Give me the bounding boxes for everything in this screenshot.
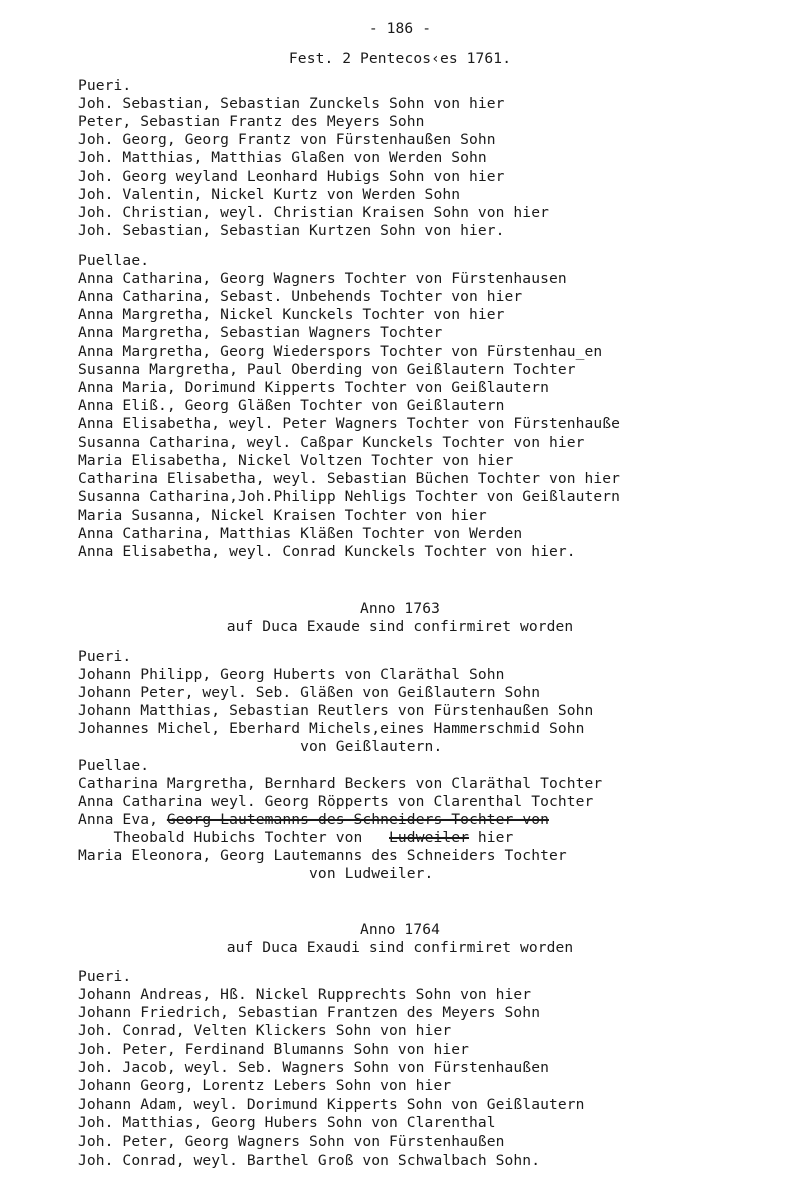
entry-line: Johannes Michel, Eberhard Michels,eines Hammerschmid Sohn — [78, 720, 585, 737]
entry-line: Joh. Matthias, Matthias Glaßen von Werden Sohn — [78, 149, 487, 166]
entry-line: Anna Eliß., Georg Gläßen Tochter von Geißlautern — [78, 397, 505, 414]
entry-line: Anna Margretha, Sebastian Wagners Tochter — [78, 324, 443, 341]
entry-line: Catharina Margretha, Bernhard Beckers von Claräthal Tochter — [78, 775, 603, 792]
pueri-heading: Pueri. — [78, 77, 132, 94]
entry-line: Joh. Valentin, Nickel Kurtz von Werden Sohn — [78, 186, 461, 203]
entry-line: Johann Matthias, Sebastian Reutlers von Fürstenhaußen Sohn — [78, 702, 594, 719]
entry-line: Anna Elisabetha, weyl. Conrad Kunckels Tochter von hier. — [78, 543, 576, 560]
entry-line: Anna Elisabetha, weyl. Peter Wagners Tochter von Fürstenhauße — [78, 415, 621, 432]
entry-line-corrected — [78, 829, 513, 847]
entry-line: Susanna Margretha, Paul Oberding von Geißlautern Tochter — [78, 361, 576, 378]
page-number: - 186 - — [368, 20, 432, 37]
entry-line: Catharina Elisabetha, weyl. Sebastian Büchen Tochter von hier — [78, 470, 621, 487]
entry-line: Joh. Matthias, Georg Hubers Sohn von Clarenthal — [78, 1114, 496, 1131]
section-subtitle: auf Duca Exaude sind confirmiret worden — [226, 618, 574, 635]
entry-line: Susanna Catharina, weyl. Caßpar Kunckels Tochter von hier — [78, 434, 585, 451]
entry-line: Joh. Conrad, weyl. Barthel Groß von Schwalbach Sohn. — [78, 1152, 541, 1169]
entry-line: Johann Philipp, Georg Huberts von Claräthal Sohn — [78, 666, 505, 683]
entry-line: Johann Andreas, Hß. Nickel Rupprechts Sohn von hier — [78, 986, 532, 1003]
entry-line: Anna Catharina, Georg Wagners Tochter von Fürstenhausen — [78, 270, 567, 287]
entry-line: Joh. Georg weyland Leonhard Hubigs Sohn von hier — [78, 168, 505, 185]
entry-line: Joh. Peter, Ferdinand Blumanns Sohn von hier — [78, 1041, 469, 1058]
section-title: Fest. 2 Pentecos‹es 1761. — [288, 50, 512, 67]
puellae-heading: Puellae. — [78, 252, 150, 269]
entry-line: Joh. Conrad, Velten Klickers Sohn von hier — [78, 1022, 452, 1039]
section-subtitle: auf Duca Exaudi sind confirmiret worden — [226, 939, 574, 956]
entry-line: Johann Friedrich, Sebastian Frantzen des Meyers Sohn — [78, 1004, 541, 1021]
entry-line: Anna Catharina, Matthias Kläßen Tochter von Werden — [78, 525, 523, 542]
entry-line: Maria Elisabetha, Nickel Voltzen Tochter von hier — [78, 452, 514, 469]
pueri-heading: Pueri. — [78, 968, 132, 985]
correction-text: Theobald Hubichs Tochter von — [78, 829, 390, 846]
entry-line: Joh. Peter, Georg Wagners Sohn von Fürstenhaußen — [78, 1133, 505, 1150]
entry-line: Peter, Sebastian Frantz des Meyers Sohn — [78, 113, 425, 130]
section-year: Anno 1763 — [360, 600, 440, 617]
entry-line: Anna Maria, Dorimund Kipperts Tochter von Geißlautern — [78, 379, 549, 396]
pueri-heading: Pueri. — [78, 648, 132, 665]
entry-line: Johann Peter, weyl. Seb. Gläßen von Geißlautern Sohn — [78, 684, 541, 701]
puellae-heading: Puellae. — [78, 757, 150, 774]
entry-line: Johann Georg, Lorentz Lebers Sohn von hier — [78, 1077, 452, 1094]
entry-line: Anna Margretha, Nickel Kunckels Tochter von hier — [78, 306, 505, 323]
struck-text: Georg Lautemanns des Schneiders Tochter von — [166, 811, 549, 828]
entry-line: Johann Adam, weyl. Dorimund Kipperts Sohn von Geißlautern — [78, 1096, 585, 1113]
struck-text: Ludweiler — [389, 829, 470, 846]
entry-line: Maria Eleonora, Georg Lautemanns des Schneiders Tochter — [78, 847, 567, 864]
entry-line: Joh. Christian, weyl. Christian Kraisen Sohn von hier — [78, 204, 549, 221]
entry-line: Anna Catharina weyl. Georg Röpperts von Clarenthal Tochter — [78, 793, 594, 810]
entry-line: Joh. Sebastian, Sebastian Kurtzen Sohn von hier. — [78, 222, 505, 239]
entry-line: Anna Margretha, Georg Wiederspors Tochter von Fürstenhau_en — [78, 343, 603, 360]
entry-line: Joh. Georg, Georg Frantz von Fürstenhaußen Sohn — [78, 131, 496, 148]
entry-line: von Ludweiler. — [78, 865, 434, 882]
correction-text: hier — [469, 829, 514, 846]
entry-line: Joh. Jacob, weyl. Seb. Wagners Sohn von Fürstenhaußen — [78, 1059, 549, 1076]
entry-line-corrected — [78, 811, 549, 829]
entry-line: Anna Catharina, Sebast. Unbehends Tochter von hier — [78, 288, 523, 305]
section-year: Anno 1764 — [360, 921, 440, 938]
entry-name: Anna Eva, — [78, 811, 167, 828]
entry-line: Joh. Sebastian, Sebastian Zunckels Sohn von hier — [78, 95, 505, 112]
entry-line: Maria Susanna, Nickel Kraisen Tochter von hier — [78, 507, 487, 524]
entry-line: Susanna Catharina,Joh.Philipp Nehligs Tochter von Geißlautern — [78, 488, 621, 505]
entry-line: von Geißlautern. — [78, 738, 443, 755]
